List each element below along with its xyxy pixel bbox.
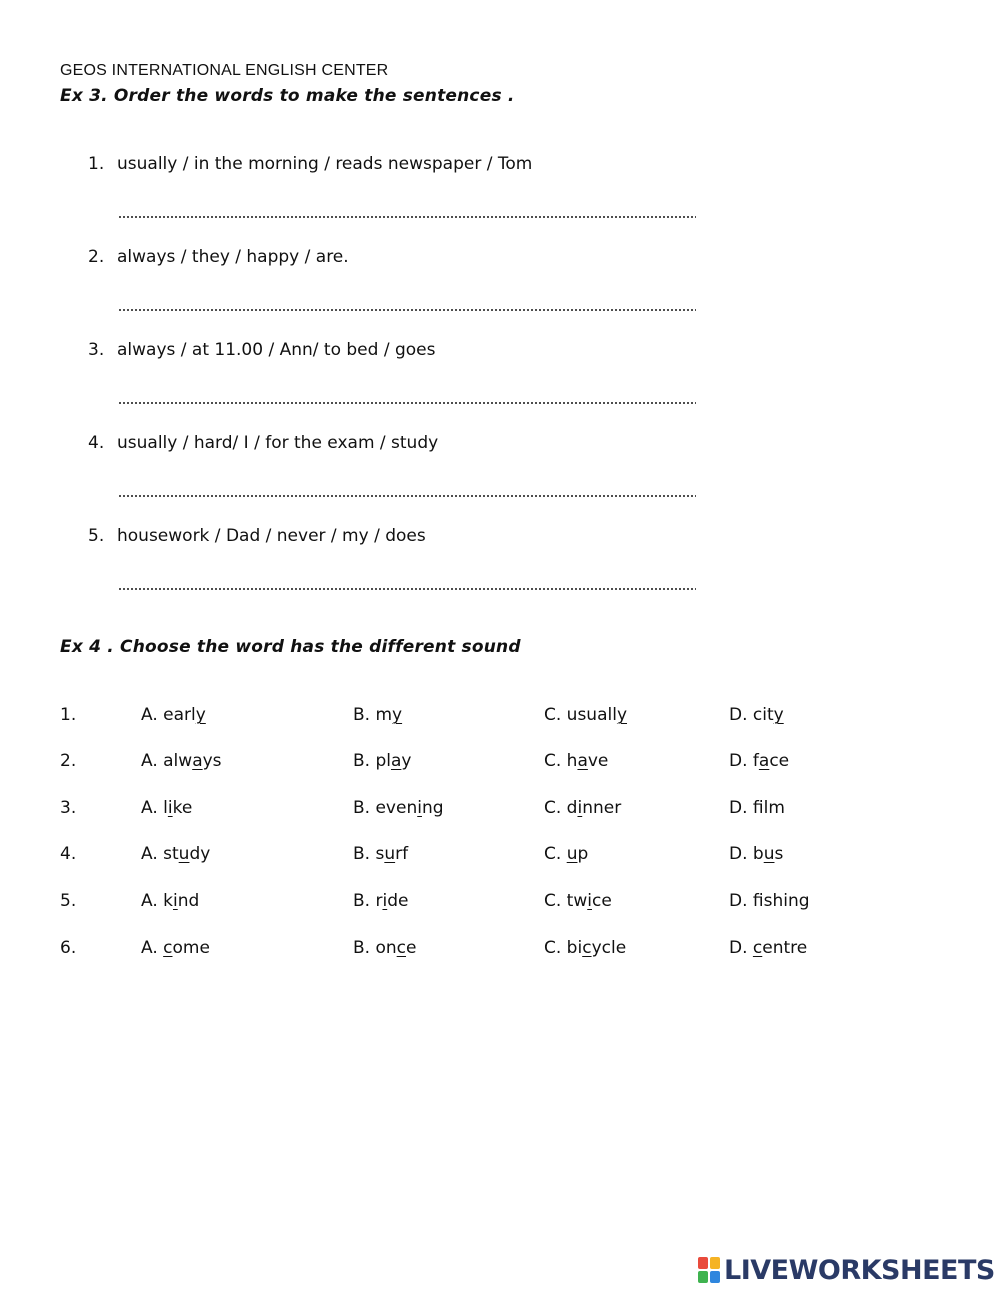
option-text: y [401,751,412,771]
underlined-letter: y [392,705,403,725]
row-number: 5. [60,891,77,911]
underlined-letter: y [773,705,784,725]
option-text: B. r [353,891,383,911]
option-text: nd [177,891,200,911]
option-text: dy [189,844,211,864]
answer-option[interactable] [353,751,411,771]
option-text: A. [141,938,164,958]
row-number: 1. [60,705,77,725]
question-number: 2. [88,247,105,267]
option-text: A. earl [141,705,196,725]
option-text: lm [763,798,785,818]
answer-option[interactable] [544,751,608,771]
question-prompt: always / at 11.00 / Ann/ to bed / goes [117,340,436,360]
answer-option[interactable] [141,705,206,725]
option-text: B. s [353,844,385,864]
answer-option[interactable] [141,751,222,771]
option-text: p [577,844,589,864]
underlined-letter: a [758,751,770,771]
option-text: C. [544,844,567,864]
exercise-3-question [88,526,426,546]
answer-option[interactable] [729,751,789,771]
question-prompt: always / they / happy / are. [117,247,349,267]
underlined-letter: c [582,938,592,958]
answer-option[interactable] [141,798,192,818]
exercise-3-question [88,154,532,174]
answer-option[interactable] [729,705,784,725]
underlined-letter: i [172,891,178,911]
option-text: A. l [141,798,168,818]
answer-option[interactable] [544,938,626,958]
answer-option[interactable] [353,798,444,818]
exercise-4-row [0,938,1000,964]
option-text: s [774,844,784,864]
underlined-letter: u [566,844,578,864]
question-prompt: usually / hard/ I / for the exam / study [117,433,439,453]
underlined-letter: u [178,844,190,864]
option-text: D. f [729,751,759,771]
exercise-4-row [0,751,1000,777]
exercise-4-row [0,705,1000,731]
underlined-letter: i [417,798,422,818]
option-text: ys [202,751,222,771]
option-text: ng [421,798,444,818]
logo-blocks-icon [698,1257,720,1283]
underlined-letter: y [195,705,206,725]
underlined-letter: i [587,891,592,911]
answer-option[interactable] [544,891,612,911]
question-number: 4. [88,433,105,453]
option-text: ce [769,751,790,771]
question-number: 5. [88,526,105,546]
question-number: 3. [88,340,105,360]
exercise-3-question [88,247,349,267]
question-number: 1. [88,154,105,174]
row-number: 3. [60,798,77,818]
answer-option[interactable] [544,844,588,864]
answer-line[interactable] [118,494,696,498]
underlined-letter: a [390,751,402,771]
row-number: 6. [60,938,77,958]
answer-option[interactable] [353,891,408,911]
option-text: C. tw [544,891,588,911]
answer-line[interactable] [118,401,696,405]
liveworksheets-logo [698,1254,995,1286]
answer-option[interactable] [141,891,199,911]
answer-option[interactable] [141,844,210,864]
logo-block-i [710,1257,720,1269]
option-text: shing [763,891,810,911]
underlined-letter: u [763,844,775,864]
question-prompt: usually / in the morning / reads newspaper / Tom [117,154,533,174]
answer-line[interactable] [118,215,696,219]
option-text: entre [762,938,808,958]
exercise-3-question [88,433,438,453]
underlined-letter: c [752,938,763,958]
logo-block-e [710,1271,720,1283]
answer-option[interactable] [729,798,785,818]
option-text: D. b [729,844,764,864]
option-text: D. [729,938,753,958]
option-text: rf [395,844,409,864]
underlined-letter: a [577,751,588,771]
option-text: B. m [353,705,393,725]
exercise-4-row [0,798,1000,824]
option-text: D. cit [729,705,774,725]
option-text: B. even [353,798,418,818]
option-text: D. f [729,798,764,818]
underlined-letter: i [167,798,173,818]
option-text: nner [582,798,622,818]
answer-option[interactable] [729,938,807,958]
option-text: ve [587,751,609,771]
option-text: B. pl [353,751,391,771]
exercise-4-title: Ex 4 . Choose the word has the different sound [60,637,521,657]
logo-block-l [698,1257,708,1269]
answer-option[interactable] [353,938,416,958]
underlined-letter: u [384,844,396,864]
exercise-3-question [88,340,435,360]
answer-option[interactable] [544,798,621,818]
answer-option[interactable] [729,891,810,911]
question-prompt: housework / Dad / never / my / does [117,526,426,546]
answer-option[interactable] [353,844,408,864]
option-text: ycle [591,938,627,958]
option-text: de [387,891,409,911]
answer-line[interactable] [118,587,696,591]
exercise-4-row [0,891,1000,917]
center-name: GEOS INTERNATIONAL ENGLISH CENTER [60,62,389,79]
answer-option[interactable] [544,705,627,725]
underlined-letter: c [163,938,173,958]
option-text: ome [172,938,210,958]
answer-option[interactable] [141,938,210,958]
exercise-4-row [0,844,1000,870]
answer-option[interactable] [353,705,402,725]
underlined-letter: a [192,751,203,771]
logo-text: LIVEWORKSHEETS [724,1254,995,1286]
option-text: ce [591,891,612,911]
option-text: C. d [544,798,578,818]
option-text: C. usuall [544,705,617,725]
option-text: A. alw [141,751,193,771]
option-text: ke [172,798,193,818]
row-number: 2. [60,751,77,771]
underlined-letter: i [382,891,388,911]
option-text: D. f [729,891,764,911]
option-text: A. st [141,844,179,864]
option-text: C. bi [544,938,583,958]
option-text: e [406,938,417,958]
exercise-3-title: Ex 3. Order the words to make the sentences . [60,86,515,106]
option-text: C. h [544,751,578,771]
answer-line[interactable] [118,308,696,312]
row-number: 4. [60,844,77,864]
logo-block-v [698,1271,708,1283]
answer-option[interactable] [729,844,783,864]
underlined-letter: c [396,938,407,958]
underlined-letter: y [616,705,628,725]
underlined-letter: i [577,798,583,818]
option-text: B. on [353,938,397,958]
option-text: A. k [141,891,173,911]
